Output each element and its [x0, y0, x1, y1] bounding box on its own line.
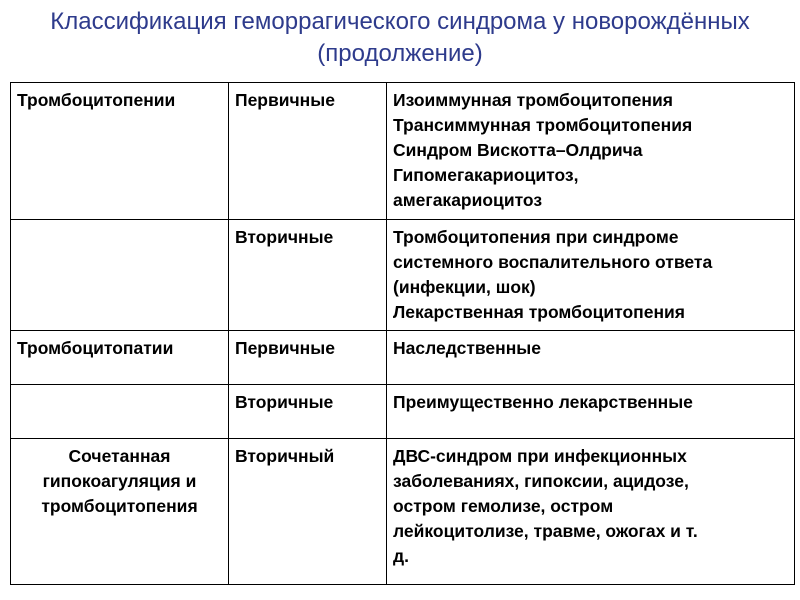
item-text: Лекарственная тромбоцитопения	[393, 302, 686, 322]
group-cell-empty	[11, 220, 229, 331]
items-cell	[387, 439, 795, 585]
item-text: Тромбоцитопения при синдроме	[393, 227, 679, 247]
item-text: лейкоцитолизе, травме, ожогах и т.	[393, 521, 698, 541]
item-text: Синдром Вискотта–Олдрича	[393, 140, 643, 160]
type-label: Первичные	[235, 90, 335, 110]
title-line-1: Классификация геморрагического синдрома у новорождённых	[50, 8, 750, 35]
table-row	[11, 331, 795, 385]
item-text: заболеваниях, гипоксии, ацидозе,	[393, 471, 689, 491]
type-label: Вторичные	[235, 227, 334, 247]
slide-title	[0, 6, 800, 70]
item-text: Трансиммунная тромбоцитопения	[393, 115, 693, 135]
item-text: (инфекции, шок)	[393, 277, 536, 297]
group-label: Сочетанная	[68, 446, 171, 466]
items-cell	[387, 385, 795, 439]
group-cell-thrombocytopenia	[11, 83, 229, 220]
items-cell	[387, 331, 795, 385]
item-text: системного воспалительного ответа	[393, 252, 713, 272]
group-cell-combined	[11, 439, 229, 585]
table-row	[11, 220, 795, 331]
item-text: амегакариоцитоз	[393, 190, 543, 210]
item-text: Гипомегакариоцитоз,	[393, 165, 579, 185]
group-label: тромбоцитопения	[41, 496, 198, 516]
group-cell-empty	[11, 385, 229, 439]
type-cell	[229, 331, 387, 385]
group-label: Тромбоцитопатии	[17, 338, 174, 358]
item-text: Преимущественно лекарственные	[393, 392, 693, 412]
group-label: гипокоагуляция и	[42, 471, 197, 491]
table-row	[11, 83, 795, 220]
type-cell	[229, 385, 387, 439]
title-line-2: (продолжение)	[317, 40, 483, 67]
type-cell	[229, 439, 387, 585]
item-text: д.	[393, 546, 409, 566]
table-row	[11, 439, 795, 585]
items-cell	[387, 83, 795, 220]
type-label: Вторичные	[235, 392, 334, 412]
items-cell	[387, 220, 795, 331]
item-text: Изоиммунная тромбоцитопения	[393, 90, 673, 110]
item-text: Наследственные	[393, 338, 541, 358]
item-text: остром гемолизе, остром	[393, 496, 614, 516]
item-text: ДВС-синдром при инфекционных	[393, 446, 687, 466]
group-label: Тромбоцитопении	[17, 90, 176, 110]
classification-table	[10, 82, 795, 585]
type-cell	[229, 83, 387, 220]
type-cell	[229, 220, 387, 331]
type-label: Первичные	[235, 338, 335, 358]
table-row	[11, 385, 795, 439]
group-cell-thrombocytopathy	[11, 331, 229, 385]
type-label: Вторичный	[235, 446, 335, 466]
